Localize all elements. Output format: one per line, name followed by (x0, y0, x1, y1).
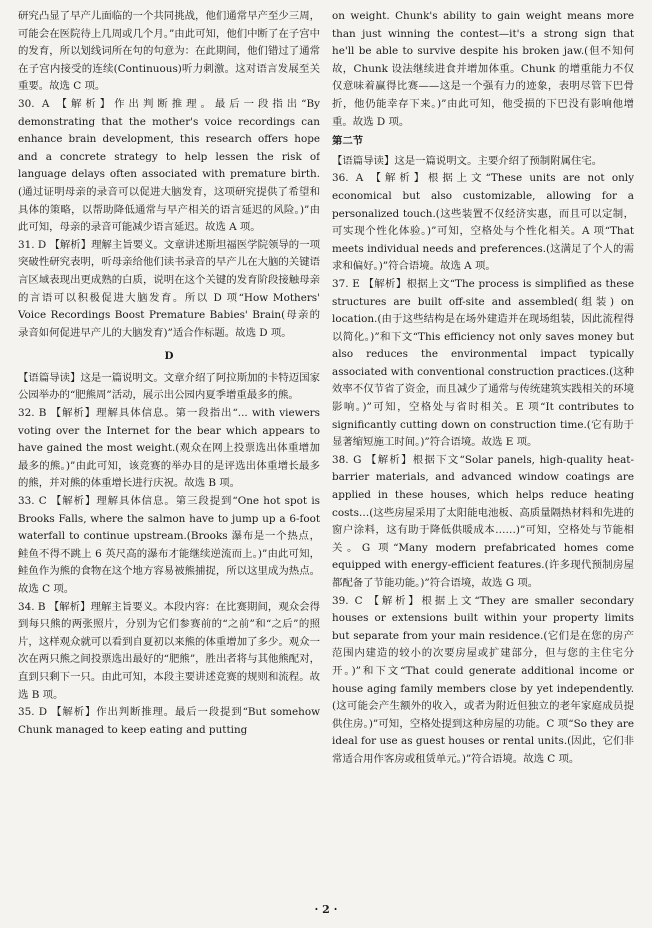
continued-explanation-35: on weight. Chunk's ability to gain weight means more than just winning the contest—it's a strong sign that he'll be able to survive despite his broken jaw.(但不知何故，Chunk 设法继续进食并增加体重。Chunk 的增重能力不仅仅意味着赢得比赛——这是一个强有力的迹象，表明尽管下巴骨折，他仍能幸存下来。)”由此可知，他受损的下巴没有影响他增重。故选 D 项。 (332, 10, 634, 128)
answer-39: 39. C 【解析】根据上文“They are smaller secondary houses or extensions built within your property limits but separate from your main residence.(它们是在您的房产范围内建造的较小的次要房屋或扩建部分，但与您的主住宅分开。)”和下文“That could generate additional income or house aging family members close by yet independently.(这可能会产生额外的收入，或者为附近但独立的老年家庭成员提供住房。)”可知，空格处提到这种房屋的功能。C 项“So they are ideal for use as guest houses or rental units.(因此，它们非常适合用作客房或租赁单元。)”符合语境。故选 C 项。 (332, 594, 634, 765)
answer-32: 32. B 【解析】理解具体信息。第一段指出“... with viewers voting over the Internet for the bear which appears to have gained the most weight.(观众在网上投票选出体重增加最多的熊。)”由此可知，该竞赛的举办目的是评选出体重增长最多的熊，并对熊的体重增长进行庆祝。故选 B 项。 (18, 407, 320, 490)
answer-34: 34. B 【解析】理解主旨要义。本段内容：在比赛期间，观众会得到每只熊的两张照片，分别为它们参赛前的“之前”和“之后”的照片，这样观众就可以看到自夏初以来熊的体重增加了多少。观众一次在两只熊之间投票选出最好的“肥熊”，胜出者将与其他熊配对，直到只剩下一只。由此可知，本段主要讲述竞赛的规则和流程。故选 B 项。 (18, 600, 320, 701)
right-column (332, 8, 634, 896)
answer-37: 37. E 【解析】根据上文“The process is simplified as these structures are built off-site and assembled(组装) on location.(由于这些结构是在场外建造并在现场组装，因此流程得以简化。)”和下文“This efficiency not only saves money but also reduces the environmental impact typically associated with conventional construction practices.(这种效率不仅节省了资金，而且减少了通常与传统建筑实践相关的环境影响。)”可知，空格处与省时相关。E 项“It contributes to significantly cutting down on construction time.(它有助于显著缩短施工时间。)”符合语境。故选 E 项。 (332, 277, 634, 449)
section-heading-d: D (164, 350, 174, 363)
passage-guide-part-two: 【语篇导读】这是一篇说明文。主要介绍了预制附属住宅。 (332, 154, 603, 167)
answer-31: 31. D 【解析】理解主旨要义。文章讲述斯坦福医学院领导的一项突破性研究表明，听母亲给他们读书录音的早产儿在大脑的关键语言区域表现出更成熟的白质，说明在这个关键的发育阶段接触母亲的言语可以积极促进大脑发育。所以 D 项“How Mothers' Voice Recordings Boost Premature Babies' Brain(母亲的录音如何促进早产儿的大脑发育)”适合作标题。故选 D 项。 (18, 238, 320, 339)
answer-36: 36. A 【解析】根据上文“These units are not only economical but also customizable, allowing for a personalized touch.(这些装置不仅经济实惠，而且可以定制，可实现个性化体验。)”可知，空格处与个性化相关。A 项“That meets individual needs and preferences.(这满足了个人的需求和偏好。)”符合语境。故选 A 项。 (332, 172, 634, 273)
answer-33: 33. C 【解析】理解具体信息。第三段提到“One hot spot is Brooks Falls, where the salmon have to jump up a 6-foot waterfall to continue upstream.(Brooks 瀑布是一个热点，鲑鱼不得不跳上 6 英尺高的瀑布才能继续逆流而上。)”由此可知，鲑鱼作为熊的食物在这个地方容易被熊捕捉，所以这里成为热点。故选 C 项。 (18, 495, 320, 595)
section-heading-part-two: 第二节 (332, 135, 364, 148)
answer-35: 35. D 【解析】作出判断推理。最后一段提到“But somehow Chunk managed to keep eating and putting (18, 706, 320, 736)
left-column (18, 8, 320, 896)
answer-38: 38. G 【解析】根据下文“Solar panels, high-quality heat-barrier materials, and advanced window coatings are applied in these houses, which helps reduce heating costs…(这些房屋采用了太阳能电池板、高质量隔热材料和先进的窗户涂料，这有助于降低供暖成本……)”可知，空格处与节能相关。G 项“Many modern prefabricated homes come equipped with energy-efficient features.(许多现代预制房屋都配备了节能功能。)”符合语境，故选 G 项。 (332, 453, 634, 589)
continued-explanation-29: 研究凸显了早产儿面临的一个共同挑战，他们通常早产至少三周，可能会在医院待上几周或几个月。”由此可知，他们中断了在子宫中的发育，所以划线词所在句的句意为：在此期间，他们错过了通常在子宫内接受的连续(Continuous)听力刺激。这对语言发展至关重要。故选 C 项。 (18, 10, 320, 93)
page-number: · 2 · (314, 903, 338, 916)
two-column-layout (18, 8, 634, 896)
answer-30: 30. A 【解析】作出判断推理。最后一段指出“By demonstrating that the mother's voice recordings can enhance brain development, this research offers hope and a concrete strategy to help lessen the risk of language delays often associated with premature birth.(通过证明母亲的录音可以促进大脑发育，这项研究提供了希望和具体的策略，以帮助降低通常与早产相关的语言延迟的风险。)”由此可知，母亲的录音可能减少语言延迟。故选 A 项。 (18, 97, 320, 234)
passage-guide-d: 【语篇导读】这是一篇说明文。文章介绍了阿拉斯加的卡特迈国家公园举办的“肥熊周”活动，展示出公园内夏季增重最多的熊。 (18, 371, 320, 402)
